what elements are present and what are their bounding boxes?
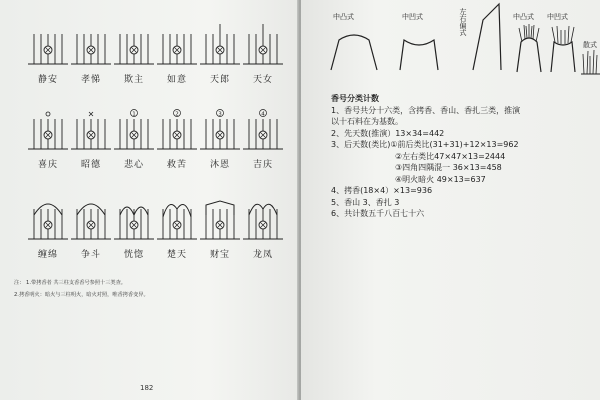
incense-pattern-icon [198, 105, 242, 151]
incense-pattern-cell [198, 20, 242, 85]
pattern-label: 财宝 [209, 250, 230, 260]
concave-incense-diagram [547, 22, 579, 74]
incense-pattern-cell [241, 105, 285, 170]
incense-pattern-cell [155, 20, 199, 85]
incense-pattern-cell [155, 195, 199, 260]
notes [14, 277, 284, 301]
page-number: 182 [140, 384, 154, 392]
stats-title: 香号分类计数 [331, 94, 379, 103]
pattern-label: 孝悌 [80, 75, 101, 85]
stats-line: 以十石料在为基数。 [331, 117, 403, 126]
shape-label-scattered: 散式 [583, 41, 597, 49]
incense-pattern-icon [69, 195, 113, 241]
svg-text:3: 3 [218, 111, 222, 118]
svg-text:2: 2 [175, 111, 179, 118]
incense-pattern-cell [26, 195, 70, 260]
pattern-label: 静安 [37, 75, 58, 85]
incense-pattern-cell [69, 20, 113, 85]
pattern-label: 缠绵 [37, 250, 58, 260]
left-page [0, 0, 299, 400]
right-page [301, 0, 600, 400]
incense-pattern-icon [112, 105, 156, 151]
pattern-label: 吉庆 [252, 160, 273, 170]
incense-pattern-cell [26, 20, 70, 85]
svg-text:1: 1 [132, 111, 136, 118]
stats-line: ②左右类比47×47×13=2444 [331, 151, 506, 161]
incense-pattern-icon [112, 20, 156, 66]
pattern-label: 沐恩 [209, 160, 230, 170]
pattern-label: 恍惚 [123, 250, 144, 260]
incense-pattern-cell [112, 20, 156, 85]
incense-pattern-cell [241, 195, 285, 260]
incense-pattern-cell [69, 195, 113, 260]
stats-line: ④明火暗火 49×13=637 [331, 174, 486, 184]
pattern-label: 龙凤 [252, 250, 273, 260]
concave-shape-diagram [396, 22, 442, 72]
stats-line: 4、拷香(18×4）×13=936 [331, 186, 433, 195]
convex-shape-diagram [329, 22, 379, 72]
shape-label-concave: 中凹式 [402, 13, 423, 21]
incense-pattern-cell [26, 105, 70, 170]
incense-pattern-cell [112, 195, 156, 260]
svg-text:4: 4 [261, 111, 265, 118]
pattern-label: 昭德 [80, 160, 101, 170]
incense-pattern-icon [26, 20, 70, 66]
shape-label-slant: 左右偏式 [459, 8, 467, 36]
incense-pattern-cell [241, 20, 285, 85]
incense-pattern-icon [155, 20, 199, 66]
pattern-label: 争斗 [80, 250, 101, 260]
pattern-label: 如意 [166, 75, 187, 85]
pattern-label: 救苦 [166, 160, 187, 170]
pattern-label: 天郎 [209, 75, 230, 85]
incense-pattern-icon [198, 20, 242, 66]
note-line: 2.拷香明火：暗火与三柱明火，暗火对照，唯香拷香变异。 [14, 292, 149, 298]
note-line: 注： 1.带拷香者 共三柱支香香号参照十三类查。 [14, 280, 126, 286]
incense-pattern-icon [198, 195, 242, 241]
stats-line: 2、先天数(推演）13×34=442 [331, 128, 445, 138]
stats-line: 6、共计数五千八百七十六 [331, 209, 425, 218]
incense-pattern-cell [112, 105, 156, 170]
incense-pattern-cell [69, 105, 113, 170]
shape-label-convex: 中凸式 [333, 13, 354, 21]
pattern-label: 天女 [252, 75, 273, 85]
incense-pattern-cell [198, 195, 242, 260]
scattered-incense-diagram [581, 48, 600, 76]
incense-pattern-icon [112, 195, 156, 241]
stats-line: 3、后天数(类比)①前后类比(31+31)+12×13=962 [331, 140, 519, 149]
slant-shape-diagram [469, 0, 505, 72]
incense-pattern-icon [241, 195, 285, 241]
convex-incense-diagram [513, 22, 545, 74]
incense-pattern-icon [155, 105, 199, 151]
incense-pattern-icon [26, 195, 70, 241]
incense-pattern-icon [241, 105, 285, 151]
incense-pattern-icon [26, 105, 70, 151]
shape-label-concave-2: 中凹式 [547, 13, 568, 21]
stats-line: ③四角四隅混一 36×13=458 [331, 163, 502, 172]
pattern-label: 欺主 [123, 75, 144, 85]
pattern-label: 喜庆 [37, 160, 58, 170]
shape-label-convex-2: 中凸式 [513, 13, 534, 21]
pattern-label: 悲心 [123, 160, 144, 170]
incense-pattern-icon [69, 20, 113, 66]
incense-classification-stats [331, 93, 593, 220]
incense-pattern-icon [69, 105, 113, 151]
incense-pattern-icon [155, 195, 199, 241]
incense-pattern-cell [198, 105, 242, 170]
incense-pattern-cell [155, 105, 199, 170]
incense-pattern-icon [241, 20, 285, 66]
pattern-label: 楚天 [166, 250, 187, 260]
stats-line: 1、香号共分十六类，含拷香、香山、香扎三类，推演 [331, 105, 521, 115]
stats-line: 5、香山 3、香扎 3 [331, 197, 400, 207]
